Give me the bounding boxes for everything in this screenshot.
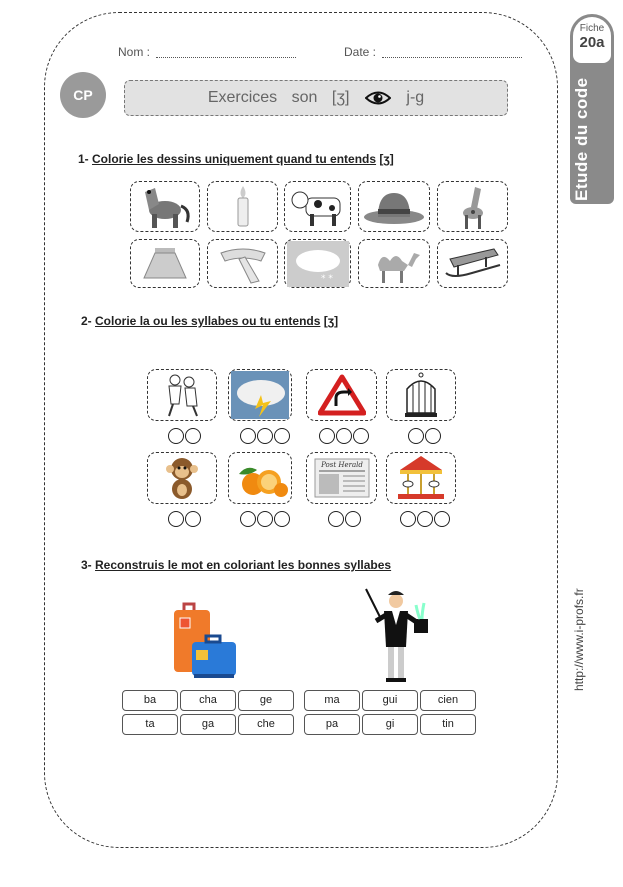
oranges-icon[interactable]	[228, 452, 292, 504]
fiche-badge	[573, 17, 611, 63]
fiche-number: 20a	[579, 34, 605, 51]
magician-icon	[358, 585, 438, 685]
svg-text:* *: * *	[320, 273, 333, 284]
road-sign-icon[interactable]	[306, 369, 377, 421]
scarf-icon[interactable]	[207, 239, 278, 288]
camel-icon[interactable]	[358, 239, 430, 288]
fiche-label: Fiche	[579, 23, 605, 34]
syllable-circles[interactable]	[400, 511, 450, 527]
page-title	[124, 80, 508, 116]
syllable-box[interactable]: ba	[122, 690, 178, 711]
title-letters: j-g	[406, 89, 425, 106]
syllable-box[interactable]: che	[238, 714, 294, 735]
snow-cloud-icon[interactable]	[284, 239, 351, 288]
name-label: Nom :	[118, 45, 151, 59]
exercise3-instruction: 3- Reconstruis le mot en coloriant les bonnes syllabes	[81, 558, 392, 572]
sled-icon[interactable]	[437, 239, 508, 288]
syllable-box[interactable]: pa	[304, 714, 360, 735]
title-phoneme: [ʒ]	[331, 89, 350, 106]
subject-label: Etude du code	[572, 77, 591, 201]
syllable-circles[interactable]	[168, 428, 201, 444]
carousel-icon[interactable]	[386, 452, 456, 504]
site-url: http://www.i-profs.fr	[572, 588, 586, 692]
exercise1-instruction: 1- Colorie les dessins uniquement quand tu entends [ʒ]	[78, 152, 394, 166]
monkey-icon[interactable]	[147, 452, 217, 504]
syllable-box[interactable]: tin	[420, 714, 476, 735]
syllable-box[interactable]: ta	[122, 714, 178, 735]
newspaper-title: Post Herald	[320, 461, 363, 469]
date-field[interactable]	[344, 45, 522, 59]
hat-icon[interactable]	[358, 181, 430, 232]
syllable-box[interactable]: cien	[420, 690, 476, 711]
side-tab	[570, 14, 614, 204]
syllable-circles[interactable]	[328, 511, 361, 527]
syllable-circles[interactable]	[408, 428, 441, 444]
syllable-circles[interactable]	[240, 511, 290, 527]
cow-icon[interactable]	[284, 181, 351, 232]
syllable-circles[interactable]	[168, 511, 201, 527]
horse-icon[interactable]	[130, 181, 200, 232]
luggage-icon	[166, 602, 242, 682]
candle-icon[interactable]	[207, 181, 278, 232]
syllable-box[interactable]: gui	[362, 690, 418, 711]
syllable-circles[interactable]	[319, 428, 369, 444]
syllable-circles[interactable]	[240, 428, 290, 444]
syllable-box[interactable]: ge	[238, 690, 294, 711]
giraffe-icon[interactable]	[437, 181, 508, 232]
syllable-box[interactable]: cha	[180, 690, 236, 711]
title-word: Exercices	[207, 89, 278, 106]
level-badge: CP	[60, 72, 106, 118]
skirt-icon[interactable]	[130, 239, 200, 288]
title-son: son	[291, 89, 318, 106]
exercise2-instruction: 2- Colorie la ou les syllabes ou tu entends [ʒ]	[81, 314, 339, 328]
date-label: Date :	[344, 45, 377, 59]
syllable-box[interactable]: ga	[180, 714, 236, 735]
name-field[interactable]	[118, 45, 296, 59]
judo-icon[interactable]	[147, 369, 217, 421]
syllable-box[interactable]: gi	[362, 714, 418, 735]
birdcage-icon[interactable]	[386, 369, 456, 421]
storm-cloud-icon[interactable]	[228, 369, 292, 421]
newspaper-icon[interactable]	[306, 452, 377, 504]
eye-icon	[365, 90, 391, 106]
syllable-box[interactable]: ma	[304, 690, 360, 711]
